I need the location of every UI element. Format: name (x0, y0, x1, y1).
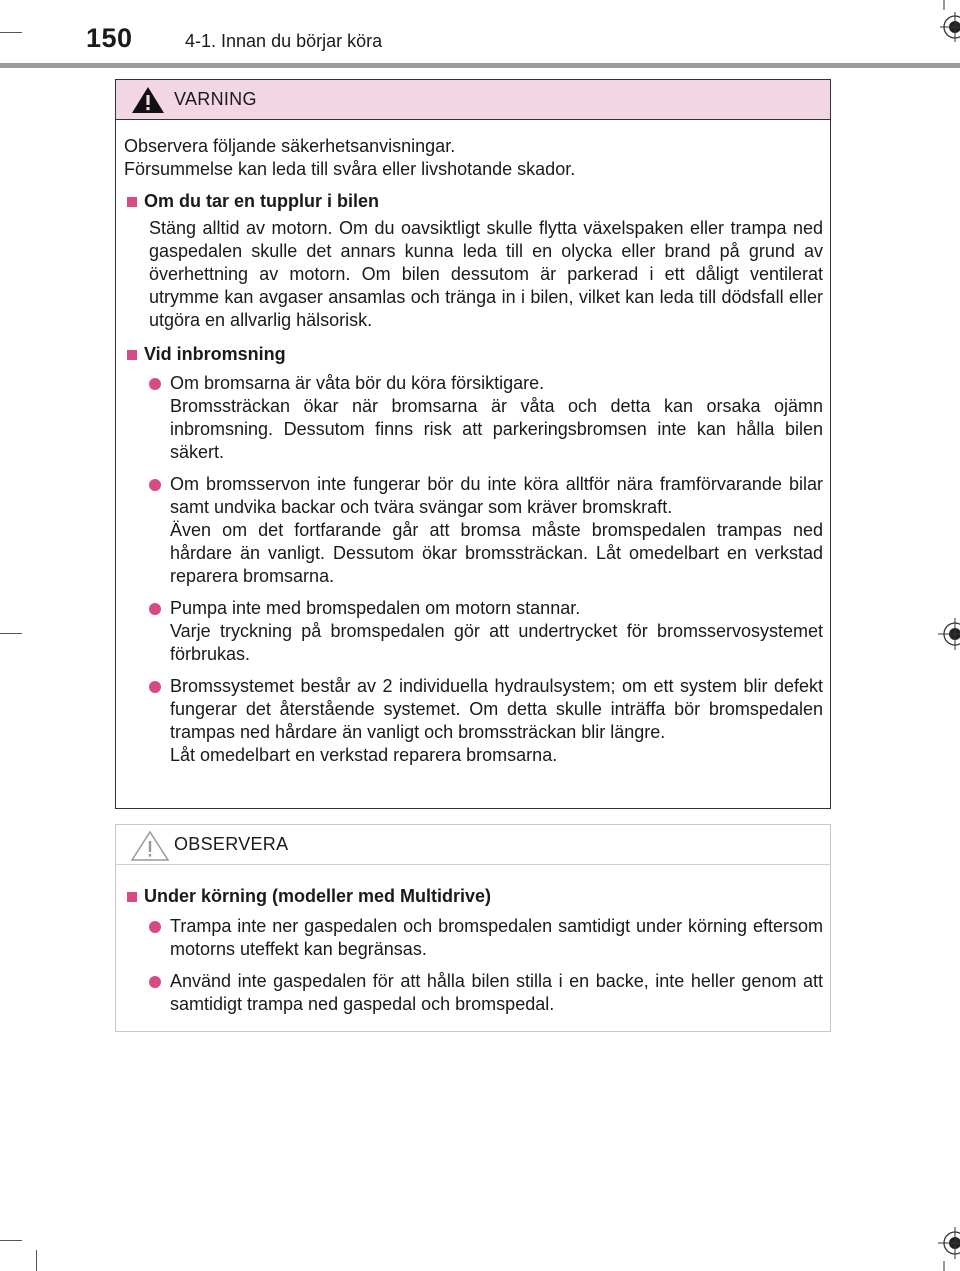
warning-body (116, 120, 830, 767)
list-item (124, 970, 823, 1016)
notice-box (115, 824, 831, 1032)
list-item (124, 473, 823, 588)
section-heading (124, 190, 823, 213)
page-number: 150 (86, 23, 133, 53)
warning-box (115, 79, 831, 809)
section-braking (124, 343, 823, 767)
section-heading (124, 343, 823, 366)
bullet-line: Även om det fortfarande går att bromsa måste bromspedalen trampas ned hårdare än vanligt. Dessutom ökar bromssträckan. Låt omedelbart en verkstad reparera bromsarna. (170, 520, 823, 586)
list-item (124, 915, 823, 961)
bullet-line: Pumpa inte med bromspedalen om motorn stannar. (170, 598, 581, 618)
square-bullet-icon (127, 197, 137, 207)
warning-title: VARNING (174, 89, 257, 109)
list-item (124, 675, 823, 767)
bullet-line: Om bromsservon inte fungerar bör du inte köra alltför nära framförvarande bilar samt undvika backar och tvära svängar som kräver bromskraft. (170, 474, 823, 517)
dot-bullet-icon (149, 681, 161, 693)
intro-line: Försummelse kan leda till svåra eller livshotande skador. (124, 159, 576, 179)
dot-bullet-icon (149, 479, 161, 491)
dot-bullet-icon (149, 921, 161, 933)
bullet-line: Låt omedelbart en verkstad reparera bromsarna. (170, 745, 558, 765)
registration-mark-icon (930, 612, 960, 656)
warning-intro (124, 135, 823, 181)
section-heading-text: Om du tar en tupplur i bilen (144, 191, 380, 211)
bullet-line: Om bromsarna är våta bör du köra försiktigare. (170, 373, 545, 393)
notice-header (116, 825, 830, 865)
caution-triangle-icon (130, 830, 170, 862)
dot-bullet-icon (149, 378, 161, 390)
bullet-line: Varje tryckning på bromspedalen gör att undertrycket för bromsservosystemet förbrukas. (170, 621, 823, 664)
bullet-line: Använd inte gaspedalen för att hålla bilen stilla i en backe, inte heller genom att samtidigt trampa ned gaspedal och bromspedal. (170, 971, 823, 1014)
registration-mark-icon (930, 0, 960, 50)
crop-mark (0, 32, 22, 33)
section-paragraph: Stäng alltid av motorn. Om du oavsiktligt skulle flytta växelspaken eller trampa ned gaspedalen skulle det annars kunna leda till en olycka eller brand på grund av överhettning av motorn. Om bilen dessutom är parkerad i ett dåligt ventilerat utrymme kan avgaser ansamlas och tränga in i bilen, vilket kan leda till dödsfall eller utgöra en allvarlig hälsorisk. (149, 218, 823, 330)
bullet-line: Bromssträckan ökar när bromsarna är våta och detta kan orsaka ojämn inbromsning. Dessutom finns risk att parkeringsbromsen inte kan hålla bilen säkert. (170, 396, 823, 462)
square-bullet-icon (127, 350, 137, 360)
warning-triangle-icon (130, 85, 166, 115)
registration-mark-icon (930, 1221, 960, 1271)
crop-mark (0, 633, 22, 634)
crop-mark (0, 1240, 22, 1241)
warning-header (116, 80, 830, 120)
notice-title: OBSERVERA (174, 834, 289, 854)
crop-mark (36, 1250, 37, 1271)
section-heading-text: Under körning (modeller med Multidrive) (144, 886, 492, 906)
dot-bullet-icon (149, 603, 161, 615)
chapter-title: 4-1. Innan du börjar köra (185, 31, 383, 51)
section-nap (124, 190, 823, 332)
intro-line: Observera följande säkerhetsanvisningar. (124, 136, 456, 156)
list-item (124, 372, 823, 464)
bullet-line: Bromssystemet består av 2 individuella hydraulsystem; om ett system blir defekt fungerar det återstående systemet. Om detta skulle inträffa bör bromspedalen trampas ned hårdare än vanligt och bromssträckan blir längre. (170, 676, 823, 742)
header-rule (0, 63, 960, 68)
section-heading (124, 885, 823, 908)
list-item (124, 597, 823, 666)
bullet-line: Trampa inte ner gaspedalen och bromspedalen samtidigt under körning eftersom motorns uteffekt kan begränsas. (170, 916, 823, 959)
section-heading-text: Vid inbromsning (144, 344, 286, 364)
notice-body (116, 865, 830, 1016)
square-bullet-icon (127, 892, 137, 902)
dot-bullet-icon (149, 976, 161, 988)
